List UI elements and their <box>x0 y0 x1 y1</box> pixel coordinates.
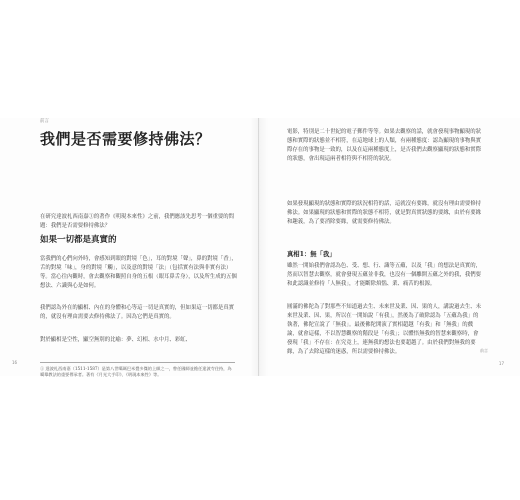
body-paragraph-6: 雖然一開始我們會認為色、受、想、行、識等五蘊，以及「我」的想法是真實的，然而以智慧去觀察，就會發現五蘊並非我，也沒有一個離開五蘊之外的我，我們要和此認識並修持「人無我」，才能斷除煩惱、業、痛苦的根源。 <box>287 263 482 287</box>
left-page <box>0 118 259 376</box>
chapter-title: 我們是否需要修持佛法？ <box>40 130 211 148</box>
intro-paragraph: 在研究達波札西南嘉①的著作《明現本來性》之前，我們應該先思考一個重要的問題：我們是否需要修持佛法？ <box>40 214 235 229</box>
footnote: ① 達波札西南嘉（1511-1587）是第八世噶瑪巴米覺多傑的上師之一，曾任國師並擔任達波寺住持，為噶舉教法的重要傳承者。著有《月光大手印》、《明現本來性》等。 <box>40 362 235 378</box>
body-paragraph-7: 圓滿的佛陀為了對那些不知道過去生、未來世及業、因、果的人，講說過去生、未來世及業、因、果，所以在一開始說「有我」，然後為了破除認為「五蘊為我」的執著，佛陀宣說了「無我」。最後佛陀開演了實相超越「有我」和「無我」的戲論，就會這樣，不以智慧觀察的階段是「有我」；以體悟無我的智慧來觀察時，會發現「我」不存在：在究竟上，連無我的想法也要超越了。由於我們對無我的要緣，為了去除這樣的迷惑，所以需要修持佛法。 <box>287 304 482 355</box>
sub-heading: 真相1：無「我」 <box>287 251 336 258</box>
section-heading: 如果一切都是真實的 <box>40 235 117 245</box>
page-number-right: 17 <box>498 361 504 366</box>
body-paragraph-4: 電影，特別是二十世紀的電子郵件等等。如果去觀察的話，就會發現事物顯現的狀態和實際的狀態並不相符，在這地球上的人類，有兩種態度：認為顯現的事物與實際存在的事物是一致的，以及在這兩種態度上，是否我們去觀察顯現的狀態和實際的狀態，會出現這兩者相符與不相符的狀況。 <box>287 129 482 162</box>
body-paragraph-2: 我們認為外在的顯相、內在的身體和心等這一切是真實的，但如果這一切都是真實的，就沒有理由需要去修持佛法了。因為它們是真實的。 <box>40 305 235 320</box>
body-paragraph-3: 對於顯相是空性，顯空無別的比喻：夢、幻相、水中月、彩虹、 <box>40 337 191 343</box>
running-head: 前言 <box>480 348 488 353</box>
body-paragraph-1: 當我們的心們向外時，會感知到眼的對境「色」，耳的對境「聲」，鼻的對境「香」，舌的對境「味」，身的對境「觸」，以及意的對境「法」（包括實有法與非實有法）等。當心往內觀時，會去觀察和觀照自身的五根（眼耳鼻舌身），以及所生成的五個想法、六識與心是如何。 <box>40 256 237 289</box>
right-page <box>259 118 520 376</box>
book-spread <box>0 118 520 376</box>
body-paragraph-5: 如果發現顯現的狀態和實際的狀況相符的話，這就沒有要緣，就沒有理由需要修持佛法。如果顯現的狀態和實際的狀態不相符，就是對真實狀態的要緣，由於有要緣和趣義，為了要消除要緣，就需要修持佛法。 <box>287 201 482 225</box>
chapter-tag: 前言 <box>40 119 49 124</box>
page-number-left: 16 <box>12 360 18 365</box>
